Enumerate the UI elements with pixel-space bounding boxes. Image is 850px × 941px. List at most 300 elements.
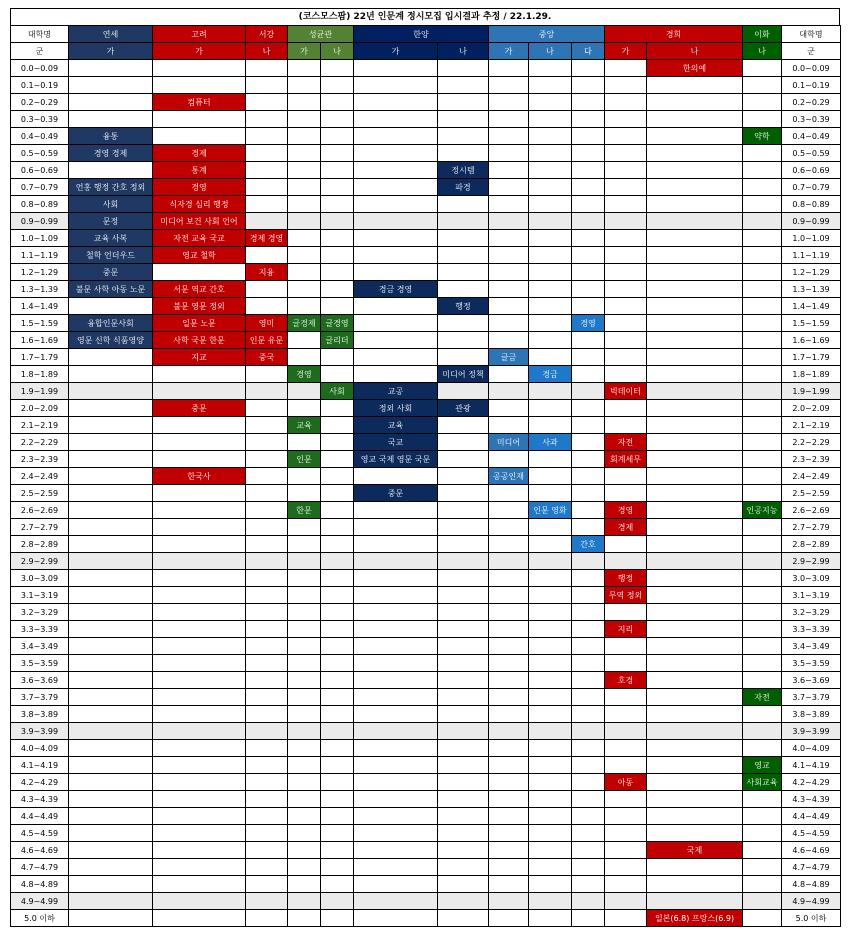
score-range-label: 3.0~3.09	[11, 570, 69, 587]
cell-hanyang-na	[438, 808, 489, 825]
cell-korea-ga	[153, 77, 246, 94]
group-skku-na: 나	[321, 43, 354, 60]
cell-korea-ga	[153, 893, 246, 910]
cell-sogang-na	[246, 553, 288, 570]
cell-hanyang-na	[438, 332, 489, 349]
cell-hanyang-na	[438, 111, 489, 128]
cell-sogang-na	[246, 774, 288, 791]
cell-sogang-na	[246, 893, 288, 910]
cell-kyunghee-na	[647, 689, 743, 706]
cell-korea-ga	[153, 451, 246, 468]
cell-hanyang-na: 정시템	[438, 162, 489, 179]
table-row	[11, 111, 841, 128]
cell-chungang-na	[529, 774, 572, 791]
cell-korea-ga	[153, 706, 246, 723]
cell-hanyang-ga	[354, 808, 438, 825]
cell-yonsei-ga: 철학 언더우드	[69, 247, 153, 264]
cell-chungang-na	[529, 94, 572, 111]
cell-kyunghee-ga	[605, 689, 647, 706]
cell-kyunghee-na	[647, 791, 743, 808]
cell-kyunghee-na: 한의예	[647, 60, 743, 77]
score-range-label: 4.4~4.49	[11, 808, 69, 825]
cell-skku-ga	[288, 757, 321, 774]
cell-korea-ga: 경제	[153, 145, 246, 162]
cell-chungang-da	[572, 604, 605, 621]
cell-chungang-na	[529, 400, 572, 417]
cell-kyunghee-ga	[605, 842, 647, 859]
cell-yonsei-ga	[69, 553, 153, 570]
cell-kyunghee-na	[647, 485, 743, 502]
cell-kyunghee-na	[647, 468, 743, 485]
cell-korea-ga	[153, 417, 246, 434]
cell-ewha-na	[743, 145, 782, 162]
cell-chungang-da	[572, 77, 605, 94]
cell-hanyang-ga	[354, 604, 438, 621]
cell-skku-na: 글리더	[321, 332, 354, 349]
table-row	[11, 349, 841, 366]
cell-hanyang-na	[438, 791, 489, 808]
cell-hanyang-ga	[354, 196, 438, 213]
cell-chungang-da	[572, 434, 605, 451]
cell-ewha-na	[743, 383, 782, 400]
cell-kyunghee-na	[647, 706, 743, 723]
score-range-label: 4.8~4.89	[11, 876, 69, 893]
table-row	[11, 145, 841, 162]
cell-chungang-na	[529, 706, 572, 723]
score-range-label-right: 4.4~4.49	[782, 808, 841, 825]
cell-sogang-na	[246, 859, 288, 876]
cell-korea-ga	[153, 791, 246, 808]
cell-hanyang-ga	[354, 60, 438, 77]
cell-yonsei-ga	[69, 502, 153, 519]
cell-ewha-na	[743, 655, 782, 672]
cell-ewha-na	[743, 876, 782, 893]
cell-yonsei-ga	[69, 655, 153, 672]
table-row	[11, 468, 841, 485]
cell-kyunghee-na	[647, 94, 743, 111]
cell-chungang-da	[572, 672, 605, 689]
cell-hanyang-ga	[354, 247, 438, 264]
cell-chungang-ga	[489, 604, 529, 621]
cell-kyunghee-na	[647, 893, 743, 910]
cell-chungang-ga	[489, 791, 529, 808]
cell-skku-na	[321, 553, 354, 570]
univ-yonsei: 연세	[69, 26, 153, 43]
cell-chungang-da	[572, 655, 605, 672]
cell-hanyang-na	[438, 621, 489, 638]
cell-chungang-na	[529, 468, 572, 485]
cell-yonsei-ga: 사회	[69, 196, 153, 213]
cell-hanyang-na	[438, 672, 489, 689]
cell-ewha-na	[743, 230, 782, 247]
cell-kyunghee-ga	[605, 179, 647, 196]
cell-skku-ga	[288, 553, 321, 570]
score-range-label: 2.0~2.09	[11, 400, 69, 417]
score-range-label-right: 3.8~3.89	[782, 706, 841, 723]
cell-sogang-na	[246, 77, 288, 94]
cell-skku-na	[321, 162, 354, 179]
score-range-label-right: 0.3~0.39	[782, 111, 841, 128]
cell-chungang-ga	[489, 893, 529, 910]
cell-chungang-ga	[489, 706, 529, 723]
cell-hanyang-ga	[354, 502, 438, 519]
cell-chungang-ga	[489, 876, 529, 893]
cell-kyunghee-na	[647, 638, 743, 655]
score-range-label-right: 2.5~2.59	[782, 485, 841, 502]
score-range-label: 3.9~3.99	[11, 723, 69, 740]
cell-chungang-na	[529, 757, 572, 774]
cell-kyunghee-na	[647, 400, 743, 417]
cell-kyunghee-ga	[605, 128, 647, 145]
cell-chungang-da	[572, 876, 605, 893]
cell-chungang-na	[529, 264, 572, 281]
cell-korea-ga	[153, 842, 246, 859]
cell-hanyang-na	[438, 196, 489, 213]
cell-kyunghee-na	[647, 281, 743, 298]
cell-ewha-na	[743, 808, 782, 825]
cell-chungang-da	[572, 706, 605, 723]
univ-skku: 성균관	[288, 26, 354, 43]
cell-kyunghee-ga	[605, 264, 647, 281]
score-range-label: 0.2~0.29	[11, 94, 69, 111]
cell-skku-ga	[288, 77, 321, 94]
cell-korea-ga	[153, 859, 246, 876]
cell-kyunghee-ga: 빅데이터	[605, 383, 647, 400]
score-range-label-right: 4.7~4.79	[782, 859, 841, 876]
cell-chungang-ga	[489, 485, 529, 502]
cell-chungang-ga	[489, 842, 529, 859]
cell-kyunghee-ga: 호경	[605, 672, 647, 689]
cell-chungang-da	[572, 842, 605, 859]
table-row	[11, 94, 841, 111]
cell-chungang-na	[529, 196, 572, 213]
score-range-label: 1.4~1.49	[11, 298, 69, 315]
cell-chungang-da	[572, 400, 605, 417]
table-row	[11, 910, 841, 927]
cell-korea-ga	[153, 536, 246, 553]
cell-skku-ga	[288, 230, 321, 247]
cell-chungang-ga	[489, 689, 529, 706]
cell-kyunghee-na	[647, 366, 743, 383]
cell-kyunghee-na	[647, 162, 743, 179]
cell-korea-ga: 중문	[153, 400, 246, 417]
cell-chungang-na	[529, 485, 572, 502]
cell-yonsei-ga	[69, 791, 153, 808]
score-range-label-right: 3.0~3.09	[782, 570, 841, 587]
cell-kyunghee-na	[647, 570, 743, 587]
cell-chungang-da	[572, 264, 605, 281]
cell-yonsei-ga	[69, 757, 153, 774]
table-row	[11, 774, 841, 791]
cell-yonsei-ga	[69, 825, 153, 842]
cell-korea-ga: 통계	[153, 162, 246, 179]
cell-ewha-na	[743, 366, 782, 383]
cell-korea-ga	[153, 604, 246, 621]
cell-hanyang-ga	[354, 825, 438, 842]
cell-kyunghee-ga: 아동	[605, 774, 647, 791]
score-range-label-right: 3.6~3.69	[782, 672, 841, 689]
header-group-row	[11, 43, 841, 60]
cell-skku-na	[321, 519, 354, 536]
group-kyunghee-ga: 가	[605, 43, 647, 60]
cell-skku-na	[321, 757, 354, 774]
cell-korea-ga	[153, 655, 246, 672]
cell-yonsei-ga	[69, 60, 153, 77]
cell-chungang-ga	[489, 332, 529, 349]
cell-hanyang-ga: 중문	[354, 485, 438, 502]
cell-hanyang-na	[438, 230, 489, 247]
cell-hanyang-ga	[354, 366, 438, 383]
cell-sogang-na	[246, 842, 288, 859]
admission-table	[10, 25, 841, 927]
cell-skku-ga	[288, 485, 321, 502]
score-range-label: 0.3~0.39	[11, 111, 69, 128]
cell-skku-na	[321, 808, 354, 825]
cell-chungang-ga	[489, 774, 529, 791]
table-row	[11, 859, 841, 876]
univ-hanyang: 한양	[354, 26, 489, 43]
cell-yonsei-ga	[69, 910, 153, 927]
cell-chungang-ga	[489, 366, 529, 383]
cell-skku-na	[321, 179, 354, 196]
cell-sogang-na	[246, 434, 288, 451]
cell-skku-ga	[288, 723, 321, 740]
table-row	[11, 281, 841, 298]
cell-hanyang-na	[438, 859, 489, 876]
cell-kyunghee-na	[647, 621, 743, 638]
cell-yonsei-ga	[69, 298, 153, 315]
cell-kyunghee-ga	[605, 859, 647, 876]
cell-ewha-na	[743, 77, 782, 94]
cell-sogang-na: 영미	[246, 315, 288, 332]
cell-chungang-ga	[489, 723, 529, 740]
cell-hanyang-na	[438, 383, 489, 400]
cell-skku-ga	[288, 791, 321, 808]
cell-yonsei-ga	[69, 774, 153, 791]
cell-hanyang-na	[438, 519, 489, 536]
cell-chungang-da	[572, 570, 605, 587]
cell-chungang-na	[529, 604, 572, 621]
cell-skku-na	[321, 111, 354, 128]
cell-yonsei-ga	[69, 77, 153, 94]
cell-hanyang-ga	[354, 145, 438, 162]
cell-chungang-na	[529, 315, 572, 332]
cell-sogang-na	[246, 536, 288, 553]
cell-skku-na	[321, 485, 354, 502]
table-row	[11, 77, 841, 94]
cell-skku-na	[321, 502, 354, 519]
cell-chungang-da: 간호	[572, 536, 605, 553]
cell-skku-na	[321, 689, 354, 706]
cell-hanyang-na	[438, 60, 489, 77]
cell-kyunghee-na	[647, 247, 743, 264]
cell-kyunghee-na	[647, 332, 743, 349]
cell-skku-ga	[288, 349, 321, 366]
cell-ewha-na	[743, 910, 782, 927]
cell-skku-na	[321, 842, 354, 859]
cell-hanyang-na	[438, 315, 489, 332]
cell-kyunghee-na	[647, 876, 743, 893]
cell-chungang-da	[572, 281, 605, 298]
cell-skku-na	[321, 349, 354, 366]
cell-chungang-da	[572, 723, 605, 740]
cell-skku-na	[321, 366, 354, 383]
cell-ewha-na	[743, 536, 782, 553]
cell-skku-na	[321, 298, 354, 315]
cell-korea-ga: 미디어 보건 사회 언어	[153, 213, 246, 230]
cell-kyunghee-ga	[605, 298, 647, 315]
cell-korea-ga	[153, 689, 246, 706]
cell-skku-na	[321, 621, 354, 638]
cell-sogang-na	[246, 910, 288, 927]
cell-chungang-da	[572, 910, 605, 927]
score-range-label-right: 1.1~1.19	[782, 247, 841, 264]
univ-korea: 고려	[153, 26, 246, 43]
cell-chungang-na	[529, 383, 572, 400]
cell-skku-ga	[288, 145, 321, 162]
cell-sogang-na	[246, 570, 288, 587]
score-range-label-right: 1.3~1.39	[782, 281, 841, 298]
cell-chungang-ga	[489, 757, 529, 774]
cell-yonsei-ga	[69, 349, 153, 366]
score-range-label: 0.6~0.69	[11, 162, 69, 179]
cell-skku-ga	[288, 638, 321, 655]
cell-yonsei-ga	[69, 366, 153, 383]
cell-kyunghee-ga	[605, 910, 647, 927]
score-range-label-right: 1.9~1.99	[782, 383, 841, 400]
cell-korea-ga	[153, 519, 246, 536]
cell-chungang-na	[529, 145, 572, 162]
cell-chungang-na	[529, 519, 572, 536]
cell-ewha-na: 약학	[743, 128, 782, 145]
table-row	[11, 842, 841, 859]
cell-chungang-na	[529, 672, 572, 689]
cell-sogang-na	[246, 468, 288, 485]
cell-hanyang-ga: 경금 경영	[354, 281, 438, 298]
cell-sogang-na	[246, 672, 288, 689]
score-range-label: 2.2~2.29	[11, 434, 69, 451]
cell-kyunghee-ga: 경영	[605, 502, 647, 519]
cell-sogang-na	[246, 111, 288, 128]
table-row	[11, 400, 841, 417]
cell-skku-ga	[288, 587, 321, 604]
cell-hanyang-ga: 영교 국제 영문 국문	[354, 451, 438, 468]
cell-kyunghee-na	[647, 145, 743, 162]
score-range-label: 0.4~0.49	[11, 128, 69, 145]
cell-ewha-na	[743, 417, 782, 434]
score-range-label-right: 4.8~4.89	[782, 876, 841, 893]
score-range-label-right: 0.8~0.89	[782, 196, 841, 213]
table-row	[11, 502, 841, 519]
cell-yonsei-ga	[69, 434, 153, 451]
cell-skku-ga	[288, 859, 321, 876]
cell-skku-na	[321, 638, 354, 655]
cell-korea-ga	[153, 825, 246, 842]
table-row	[11, 230, 841, 247]
cell-ewha-na	[743, 519, 782, 536]
cell-kyunghee-na	[647, 298, 743, 315]
cell-ewha-na	[743, 94, 782, 111]
cell-hanyang-na	[438, 536, 489, 553]
score-range-label: 1.6~1.69	[11, 332, 69, 349]
cell-skku-ga	[288, 808, 321, 825]
score-range-label: 2.7~2.79	[11, 519, 69, 536]
cell-chungang-da	[572, 349, 605, 366]
cell-skku-na	[321, 281, 354, 298]
cell-yonsei-ga	[69, 706, 153, 723]
cell-chungang-ga	[489, 655, 529, 672]
cell-kyunghee-na	[647, 77, 743, 94]
score-range-label: 2.6~2.69	[11, 502, 69, 519]
table-row	[11, 689, 841, 706]
cell-yonsei-ga	[69, 842, 153, 859]
cell-kyunghee-ga	[605, 604, 647, 621]
score-range-label-right: 4.5~4.59	[782, 825, 841, 842]
table-row	[11, 723, 841, 740]
table-row	[11, 706, 841, 723]
cell-sogang-na	[246, 145, 288, 162]
cell-korea-ga	[153, 638, 246, 655]
cell-skku-ga	[288, 621, 321, 638]
cell-skku-ga	[288, 893, 321, 910]
cell-kyunghee-ga	[605, 757, 647, 774]
cell-chungang-ga	[489, 825, 529, 842]
cell-kyunghee-ga	[605, 315, 647, 332]
cell-chungang-na	[529, 298, 572, 315]
cell-hanyang-ga	[354, 128, 438, 145]
table-row	[11, 247, 841, 264]
cell-kyunghee-na	[647, 213, 743, 230]
score-range-label-right: 0.6~0.69	[782, 162, 841, 179]
table-row	[11, 638, 841, 655]
group-sogang-na: 나	[246, 43, 288, 60]
cell-hanyang-na	[438, 264, 489, 281]
cell-kyunghee-na: 국제	[647, 842, 743, 859]
cell-chungang-da	[572, 825, 605, 842]
cell-hanyang-na: 미디어 정책	[438, 366, 489, 383]
cell-chungang-da	[572, 383, 605, 400]
cell-skku-ga	[288, 111, 321, 128]
cell-skku-ga	[288, 536, 321, 553]
cell-hanyang-ga: 교공	[354, 383, 438, 400]
cell-yonsei-ga: 융통	[69, 128, 153, 145]
cell-chungang-na	[529, 162, 572, 179]
cell-chungang-na	[529, 842, 572, 859]
score-range-label: 0.8~0.89	[11, 196, 69, 213]
cell-skku-ga: 경영	[288, 366, 321, 383]
cell-skku-na: 사회	[321, 383, 354, 400]
cell-kyunghee-ga	[605, 638, 647, 655]
score-range-label: 1.9~1.99	[11, 383, 69, 400]
univ-sogang: 서강	[246, 26, 288, 43]
cell-chungang-na	[529, 77, 572, 94]
cell-chungang-na	[529, 111, 572, 128]
page-title: (코스모스팜) 22년 인문계 정시모집 입시결과 추정 / 22.1.29.	[10, 8, 840, 25]
cell-chungang-na: 인문 영화	[529, 502, 572, 519]
cell-korea-ga	[153, 740, 246, 757]
cell-korea-ga	[153, 111, 246, 128]
cell-skku-na	[321, 417, 354, 434]
cell-kyunghee-ga	[605, 706, 647, 723]
table-row	[11, 808, 841, 825]
cell-ewha-na: 인공지능	[743, 502, 782, 519]
score-range-label-right: 0.7~0.79	[782, 179, 841, 196]
cell-kyunghee-ga	[605, 94, 647, 111]
cell-chungang-da	[572, 689, 605, 706]
cell-chungang-ga	[489, 94, 529, 111]
table-row	[11, 264, 841, 281]
cell-hanyang-na: 행정	[438, 298, 489, 315]
